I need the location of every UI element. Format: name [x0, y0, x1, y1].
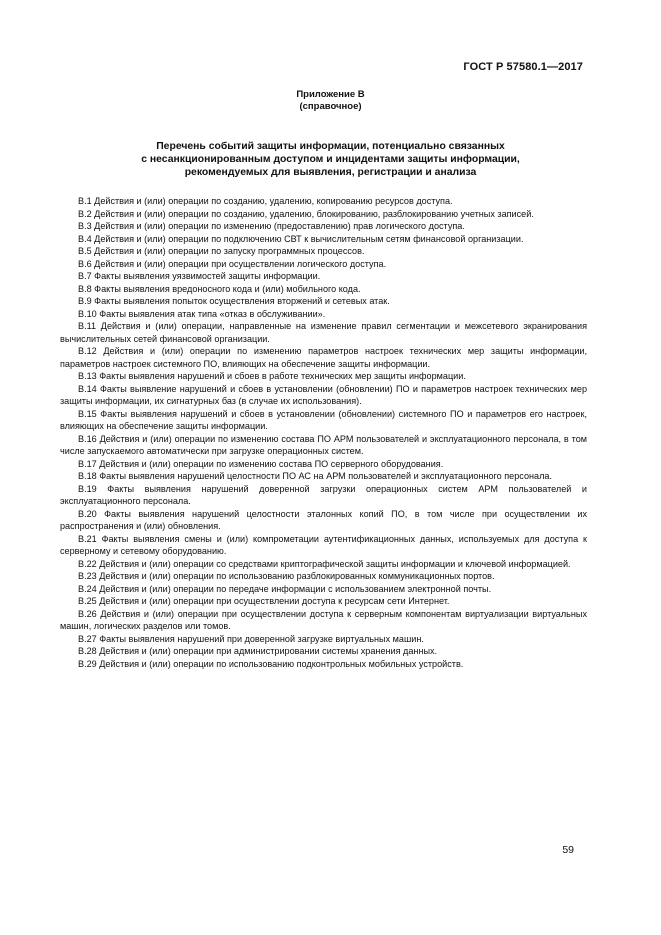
appendix-note: (справочное) [299, 101, 362, 112]
list-item: В.4 Действия и (или) операции по подключению СВТ к вычислительным сетям финансовой организации. [78, 233, 524, 244]
list-item: В.22 Действия и (или) операции со средствами криптографической защиты информации и ключевой информацией. [78, 558, 571, 569]
list-item: В.29 Действия и (или) операции по использованию подконтрольных мобильных устройств. [78, 658, 464, 669]
list-item: В.14 Факты выявление нарушений и сбоев в установлении (обновлении) ПО и параметров настроек технических мер защиты информации, их сигнатурных баз (в случае их использования). [60, 383, 587, 406]
standard-number: ГОСТ Р 57580.1—2017 [463, 61, 583, 73]
list-item: В.9 Факты выявления попыток осуществления вторжений и сетевых атак. [78, 296, 390, 306]
list-item: В.24 Действия и (или) операции по передаче информации с использованием электронной почты. [78, 583, 492, 594]
list-item: В.19 Факты выявления нарушений доверенной загрузки операционных систем АРМ пользователей и эксплуатационного персонала. [60, 483, 587, 506]
list-item: В.8 Факты выявления вредоносного кода и (или) мобильного кода. [78, 283, 361, 294]
title-line: Перечень событий защиты информации, потенциально связанных [156, 141, 505, 152]
list-item: В.6 Действия и (или) операции при осуществлении логического доступа. [78, 258, 387, 269]
list-item: В.27 Факты выявления нарушений при доверенной загрузке виртуальных машин. [78, 633, 424, 644]
document-title [60, 140, 601, 179]
list-item: В.18 Факты выявления нарушений целостности ПО АС на АРМ пользователей и эксплуатационного персонала. [78, 471, 552, 481]
page-number: 59 [562, 844, 574, 856]
list-item: В.28 Действия и (или) операции при администрировании системы хранения данных. [78, 646, 438, 656]
list-item: В.7 Факты выявления уязвимостей защиты информации. [78, 271, 321, 281]
list-item: В.23 Действия и (или) операции по использованию разблокированных коммуникационных портов. [78, 571, 495, 581]
list-item: В.16 Действия и (или) операции по изменению состава ПО АРМ пользователей и эксплуатационного персонала, в том числе запускаемого автоматически при загрузке операционных систем. [60, 433, 587, 456]
event-list [60, 195, 587, 670]
title-line: рекомендуемых для выявления, регистрации и анализа [184, 167, 477, 178]
list-item: В.13 Факты выявления нарушений и сбоев в работе технических мер защиты информации. [78, 371, 466, 381]
title-line: с несанкционированным доступом и инцидентами защиты информации, [141, 154, 520, 165]
list-item: В.3 Действия и (или) операции по изменению (предоставлению) прав логического доступа. [78, 221, 465, 231]
list-item: В.10 Факты выявления атак типа «отказ в обслуживании». [78, 308, 326, 319]
list-item: В.1 Действия и (или) операции по созданию, удалению, копированию ресурсов доступа. [78, 196, 453, 206]
list-item: В.2 Действия и (или) операции по созданию, удалению, блокированию, разблокированию учетных записей. [78, 208, 534, 219]
list-item: В.15 Факты выявления нарушений и сбоев в установлении (обновлении) системного ПО и параметров его настроек, влияющих на обеспечение защиты информации. [60, 408, 587, 431]
list-item: В.5 Действия и (или) операции по запуску программных процессов. [78, 246, 365, 256]
list-item: В.20 Факты выявления нарушений целостности эталонных копий ПО, в том числе при осуществлении их распространения и (или) обновления. [60, 508, 587, 531]
list-item: В.17 Действия и (или) операции по изменению состава ПО серверного оборудования. [78, 458, 444, 469]
list-item: В.11 Действия и (или) операции, направленные на изменение правил сегментации и межсетевого экранирования вычислительных сетей финансовой организации. [60, 321, 587, 344]
list-item: В.21 Факты выявления смены и (или) компрометации аутентификационных данных, используемых для доступа к серверному и сетевому оборудованию. [60, 533, 587, 556]
appendix-label: Приложение В [296, 89, 365, 100]
list-item: В.12 Действия и (или) операции по изменению параметров настроек технических мер защиты информации, параметров настроек системного ПО, влияющих на обеспечение защиты информации. [60, 346, 587, 369]
list-item: В.26 Действия и (или) операции при осуществлении доступа к серверным компонентам виртуализации виртуальных машин, логических разделов или томов. [60, 608, 587, 631]
list-item: В.25 Действия и (или) операции при осуществлении доступа к ресурсам сети Интернет. [78, 596, 450, 606]
appendix-heading [0, 89, 661, 113]
